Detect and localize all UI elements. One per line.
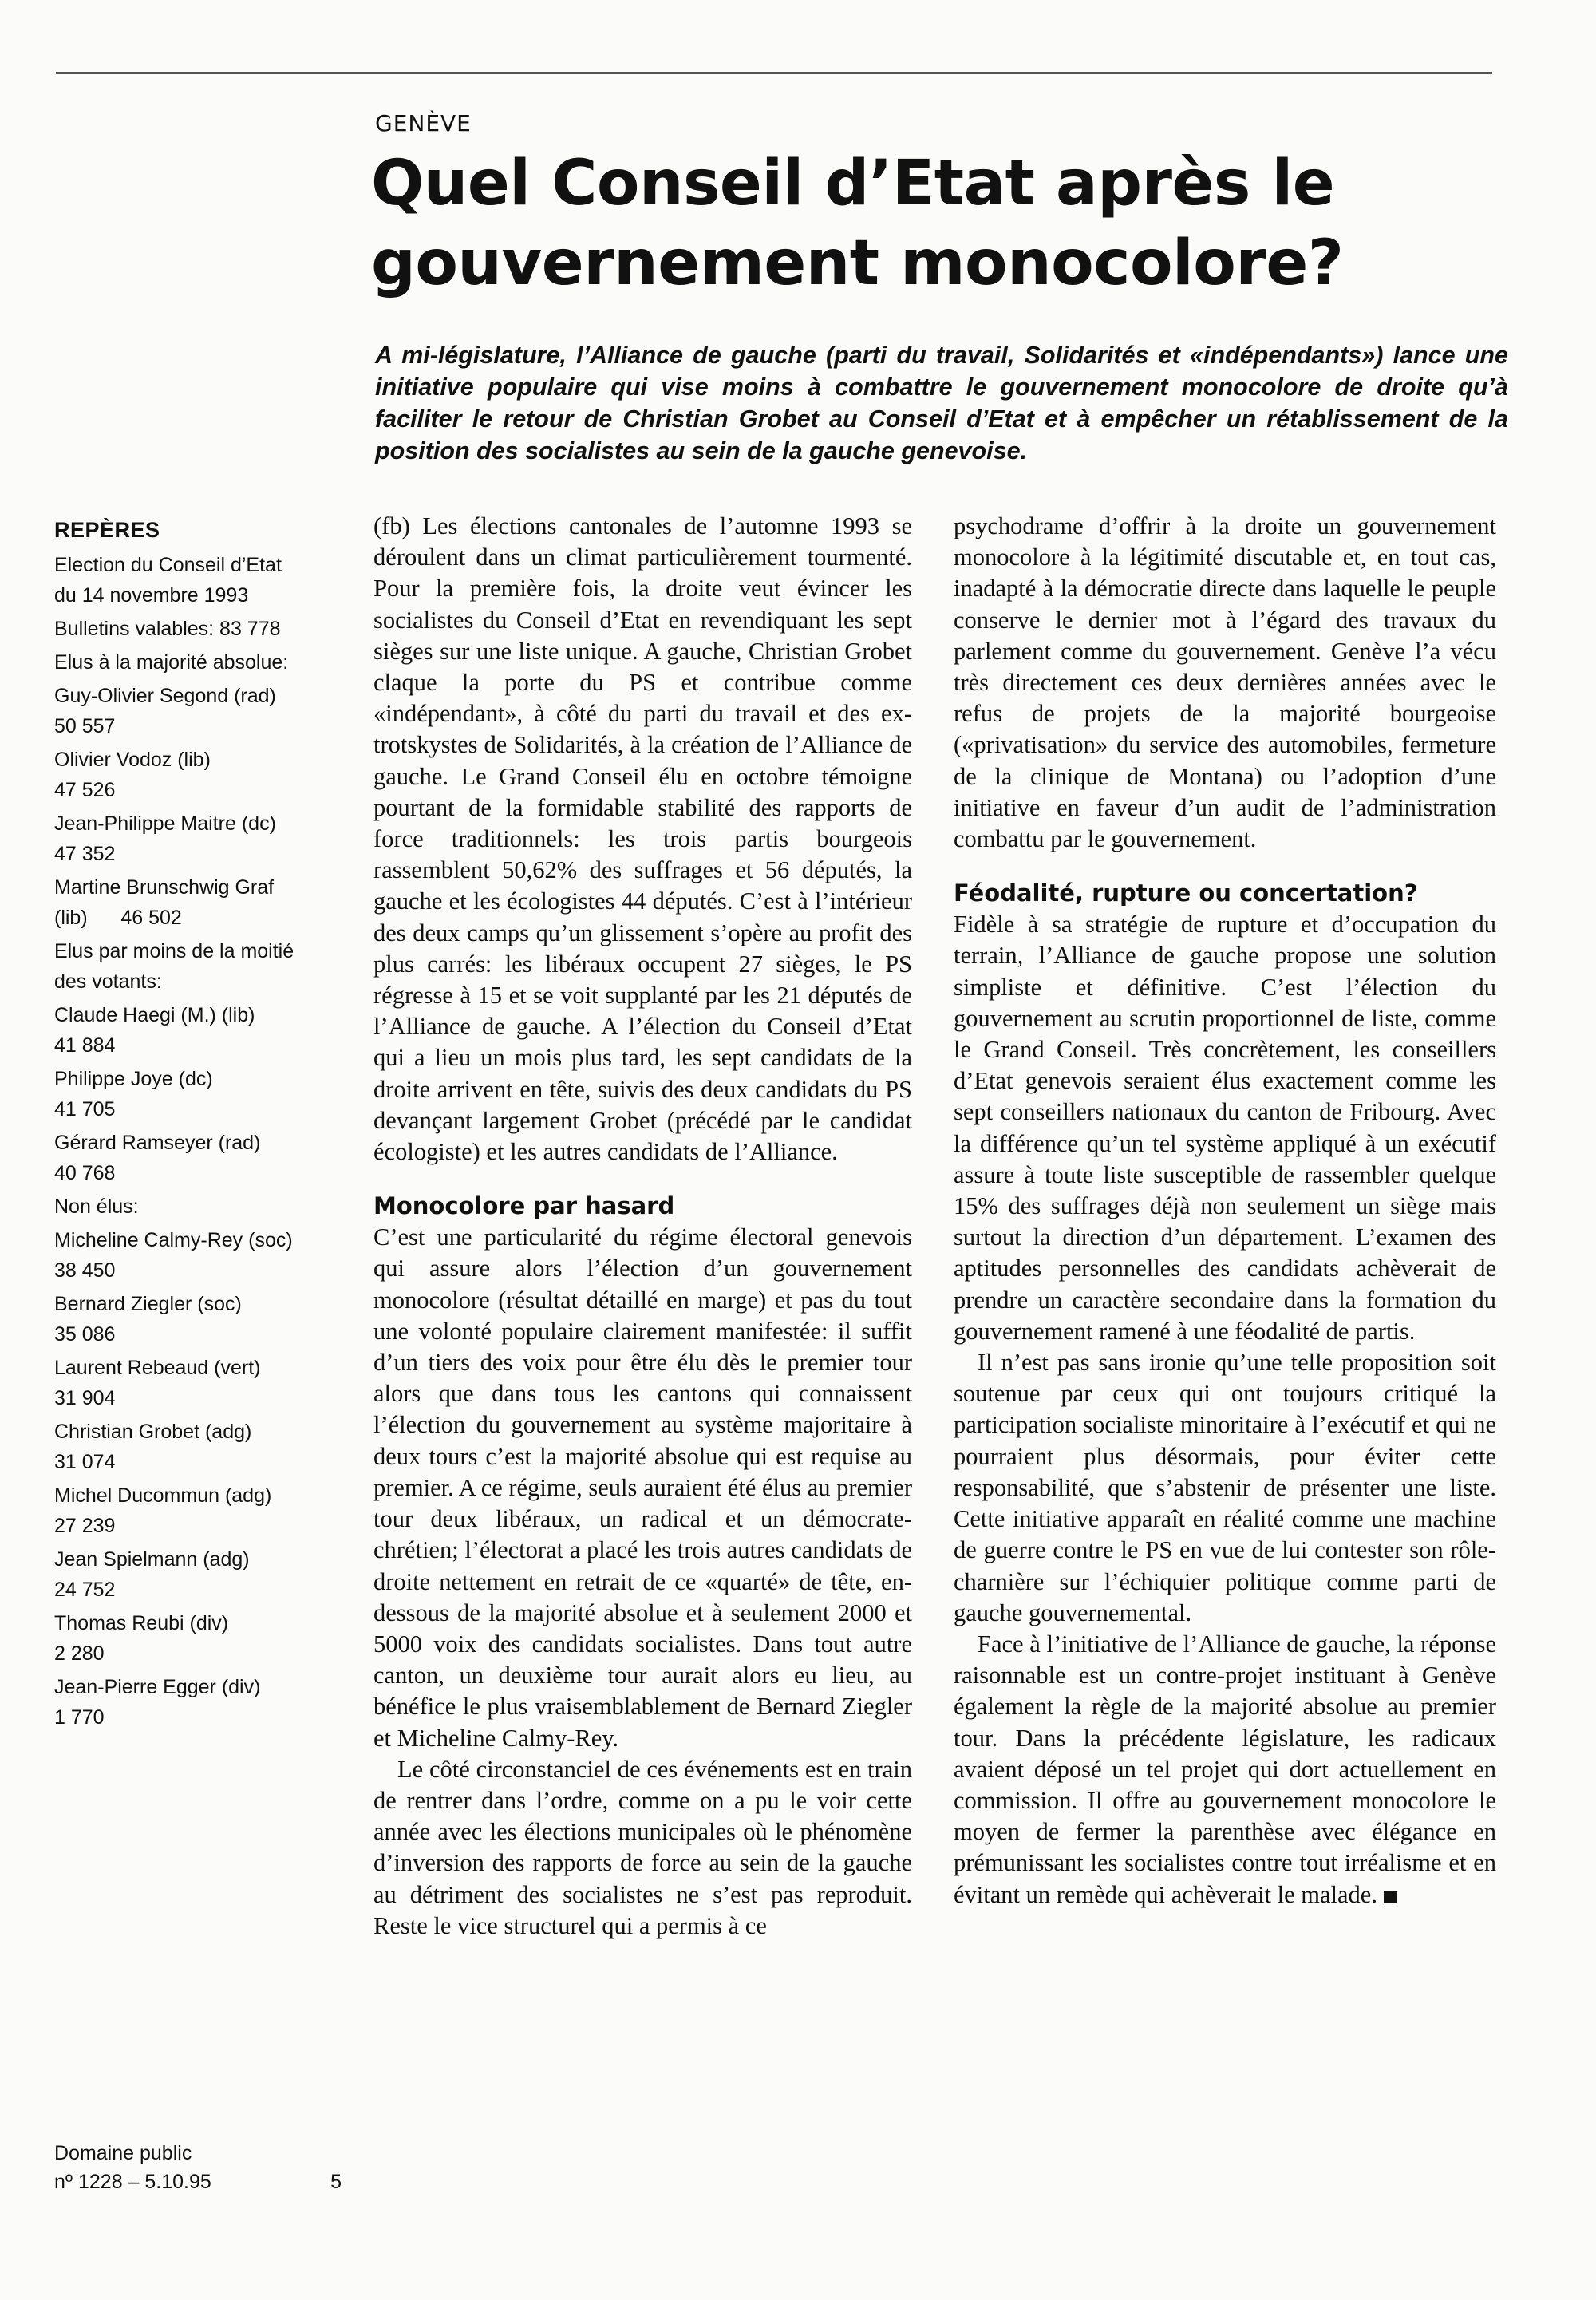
sidebar-entry (54, 1289, 330, 1350)
sidebar-entry-value: 41 705 (54, 1098, 116, 1120)
sidebar-entry (54, 647, 330, 678)
article-column-2 (954, 511, 1496, 1911)
publication-name: Domaine public (54, 2142, 192, 2164)
sidebar-entry (54, 872, 330, 933)
sidebar-entry-value: 1 770 (54, 1706, 105, 1729)
sidebar-entry (54, 1191, 330, 1222)
sidebar-entry-value: (lib) 46 502 (54, 907, 182, 929)
article-title: Quel Conseil d’Etat après le gouvernement monocolore? (371, 148, 1344, 299)
sidebar-entry-label: Jean-Pierre Egger (div) (54, 1676, 261, 1698)
sidebar-entry (54, 1000, 330, 1061)
sidebar-entry-label: Elus par moins de la moitié (54, 940, 294, 962)
sidebar-entry (54, 1417, 330, 1477)
sidebar-entries (54, 550, 330, 1733)
paragraph: Il n’est pas sans ironie qu’une telle proposition soit soutenue par ceux qui ont toujours critiqué la participation socialiste minoritaire à l’exécutif et qui ne pourraient plus désormais, pour éviter cette responsabilité, que s’abstenir de présenter une liste. Cette initiative apparaît en réalité comme une machine de guerre contre le PS en vue de lui contester son rôle-charnière sur l’échiquier politique comme parti de gauche gouvernemental. (954, 1349, 1496, 1626)
sidebar-entry-value: 40 768 (54, 1162, 116, 1184)
sidebar-entry-label: Gérard Ramseyer (rad) (54, 1132, 261, 1154)
sidebar-entry-value: des votants: (54, 970, 162, 993)
sidebar-entry-label: Olivier Vodoz (lib) (54, 749, 211, 771)
sidebar-entry (54, 1128, 330, 1188)
reperes-sidebar (54, 515, 330, 1736)
sidebar-entry (54, 1064, 330, 1124)
sidebar-entry-value: 47 352 (54, 843, 116, 865)
top-rule (56, 72, 1492, 74)
section-kicker: GENÈVE (375, 110, 472, 136)
page-number: 5 (330, 2171, 342, 2193)
sidebar-entry (54, 1480, 330, 1541)
paragraph: C’est une particularité du régime électoral genevois qui assure alors l’élection d’un gouvernement monocolore (résultat détaillé en marge) et pas du tout une volonté populaire clairement manifestée: il suffit d’un tiers des voix pour être élu dès le premier tour alors que dans tous les cantons qui connaissent l’élection du gouvernement au système majoritaire à deux tours c’est la majorité absolue qui est requise au premier. A ce régime, seuls auraient été élus au premier tour deux libéraux, un radical et un démocrate-chrétien; l’électorat a placé les trois autres candidats de droite nettement en retrait de ce «quarté» de tête, en-dessous de la majorité absolue et à seulement 2000 et 5000 voix des candidats socialistes. Dans tout autre canton, un deuxième tour aurait alors eu lieu, au bénéfice le plus vraisemblablement de Bernard Ziegler et Micheline Calmy-Rey. (373, 1223, 912, 1752)
sidebar-entry-label: Micheline Calmy-Rey (soc) (54, 1229, 293, 1251)
sidebar-entry-label: Claude Haegi (M.) (lib) (54, 1004, 255, 1026)
sidebar-entry-value: 50 557 (54, 715, 116, 737)
sidebar-entry-value: 35 086 (54, 1323, 116, 1346)
article-column-1 (373, 511, 912, 1942)
issue-info: nº 1228 – 5.10.95 (54, 2171, 211, 2193)
sidebar-entry (54, 1225, 330, 1286)
sidebar-entry (54, 936, 330, 997)
sidebar-entry (54, 1544, 330, 1605)
sidebar-entry-label: Martine Brunschwig Graf (54, 876, 275, 899)
sidebar-entry-label: Guy-Olivier Segond (rad) (54, 685, 276, 707)
page-footer (54, 2139, 342, 2196)
sidebar-entry-value: 31 904 (54, 1387, 116, 1409)
sidebar-entry-value: 47 526 (54, 779, 116, 801)
sidebar-entry-value: 38 450 (54, 1259, 116, 1282)
sidebar-entry-label: Jean-Philippe Maitre (dc) (54, 812, 276, 835)
sidebar-entry (54, 681, 330, 741)
sidebar-entry-value: 27 239 (54, 1515, 116, 1537)
paragraph (954, 1629, 1496, 1911)
sidebar-entry (54, 1608, 330, 1669)
article-lede: A mi-législature, l’Alliance de gauche (parti du travail, Solidarités et «indépendants») lance une initiative populaire qui vise moins à combattre le gouvernement monocolore de droite qu’à faciliter le retour de Christian Grobet au Conseil d’Etat et à empêcher un rétablissement de la position des socialistes au sein de la gauche genevoise. (375, 342, 1508, 464)
sidebar-entry-value: 41 884 (54, 1034, 116, 1057)
sidebar-entry-label: Christian Grobet (adg) (54, 1421, 252, 1443)
sidebar-entry (54, 745, 330, 805)
sidebar-entry-label: Jean Spielmann (adg) (54, 1548, 250, 1571)
sidebar-entry-label: Philippe Joye (dc) (54, 1068, 213, 1090)
subheading-feodalite: Féodalité, rupture ou concertation? (954, 879, 1418, 907)
sidebar-entry (54, 614, 330, 644)
sidebar-entry-value: 2 280 (54, 1642, 105, 1665)
sidebar-entry (54, 1353, 330, 1413)
sidebar-entry (54, 550, 330, 611)
sidebar-entry-label: Elus à la majorité absolue: (54, 651, 289, 674)
sidebar-entry-label: Bernard Ziegler (soc) (54, 1293, 242, 1315)
sidebar-entry (54, 808, 330, 869)
sidebar-entry-value: 31 074 (54, 1451, 116, 1473)
paragraph: psychodrame d’offrir à la droite un gouvernement monocolore à la légitimité discutable et, en tout cas, inadapté à la démocratie directe dans laquelle le peuple conserve le dernier mot à l’égard des travaux du parlement comme du gouvernement. Genève l’a vécu très directement ces deux dernières années avec le refus de projets de la majorité bourgeoise («privatisation» du service des automobiles, fermeture de la clinique de Montana) ou l’adoption d’une initiative en faveur d’un audit de l’administration combattu par le gouvernement. (954, 512, 1496, 853)
paragraph: (fb) Les élections cantonales de l’automne 1993 se déroulent dans un climat particulièrement tourmenté. Pour la première fois, la droite veut évincer les socialistes du Conseil d’Etat en revendiquant les sept sièges sur une liste unique. A gauche, Christian Grobet claque la porte du PS et contribue comme «indépendant», à côté du parti du travail et des ex-trotskystes de Solidarités, à la création de l’Alliance de gauche. Le Grand Conseil élu en octobre témoigne pourtant de la formidable stabilité des rapports de force traditionnels: les trois partis bourgeois rassemblent 50,62% des suffrages et 56 députés, la gauche et les écologistes 44 députés. C’est à l’intérieur des deux camps qu’un glissement s’opère au profit des plus carrés: les libéraux occupent 27 sièges, le PS régresse à 15 et se voit supplanté par les 21 députés de l’Alliance de gauche. A l’élection du Conseil d’Etat qui a lieu un mois plus tard, les sept candidats de la droite arrivent en tête, suivis des deux candidats du PS devançant largement Grobet (précédé par le candidat écologiste) et les autres candidats de l’Alliance. (373, 512, 912, 1166)
sidebar-heading: REPÈRES (54, 518, 160, 542)
sidebar-entry-label: Thomas Reubi (div) (54, 1612, 229, 1634)
paragraph: Le côté circonstanciel de ces événements est en train de rentrer dans l’ordre, comme on a pu le voir cette année avec les élections municipales où le phénomène d’inversion des rapports de force au sein de la gauche au détriment des socialistes ne s’est pas reproduit. Reste le vice structurel qui a permis à ce (373, 1755, 912, 1939)
sidebar-entry (54, 1672, 330, 1733)
end-of-article-mark (1384, 1891, 1396, 1903)
sidebar-entry-value: du 14 novembre 1993 (54, 584, 249, 607)
sidebar-entry-value: 24 752 (54, 1579, 116, 1601)
sidebar-entry-label: Non élus: (54, 1195, 139, 1218)
paragraph-text: Face à l’initiative de l’Alliance de gauche, la réponse raisonnable est un contre-projet instituant à Genève également la règle de la majorité absolue au premier tour. Dans la précédente législature, les radicaux avaient déposé un tel projet qui dort actuellement en commission. Il offre au gouvernement monocolore le moyen de fermer la parenthèse avec élégance en prémunissant les socialistes contre tout irréalisme et en évitant un remède qui achèverait le malade. (954, 1630, 1496, 1908)
paragraph: Fidèle à sa stratégie de rupture et d’occupation du terrain, l’Alliance de gauche propose une solution simpliste et définitive. C’est l’élection du gouvernement au scrutin proportionnel de liste, comme le Grand Conseil. Très concrètement, les conseillers d’Etat genevois seraient élus exactement comme les sept conseillers nationaux du canton de Fribourg. Avec la différence qu’un tel système appliqué à un exécutif assure à toute liste susceptible de rassembler quelque 15% des suffrages déjà non seulement un siège mais surtout la direction d’un département. L’examen des aptitudes personnelles des candidats achèverait de prendre un caractère secondaire dans la formation du gouvernement ramené à une féodalité de partis. (954, 911, 1496, 1345)
sidebar-entry-label: Michel Ducommun (adg) (54, 1484, 272, 1507)
sidebar-entry-label: Bulletins valables: 83 778 (54, 618, 281, 640)
sidebar-entry-label: Laurent Rebeaud (vert) (54, 1357, 261, 1379)
sidebar-entry-label: Election du Conseil d’Etat (54, 554, 282, 576)
subheading-monocolore: Monocolore par hasard (373, 1192, 675, 1220)
